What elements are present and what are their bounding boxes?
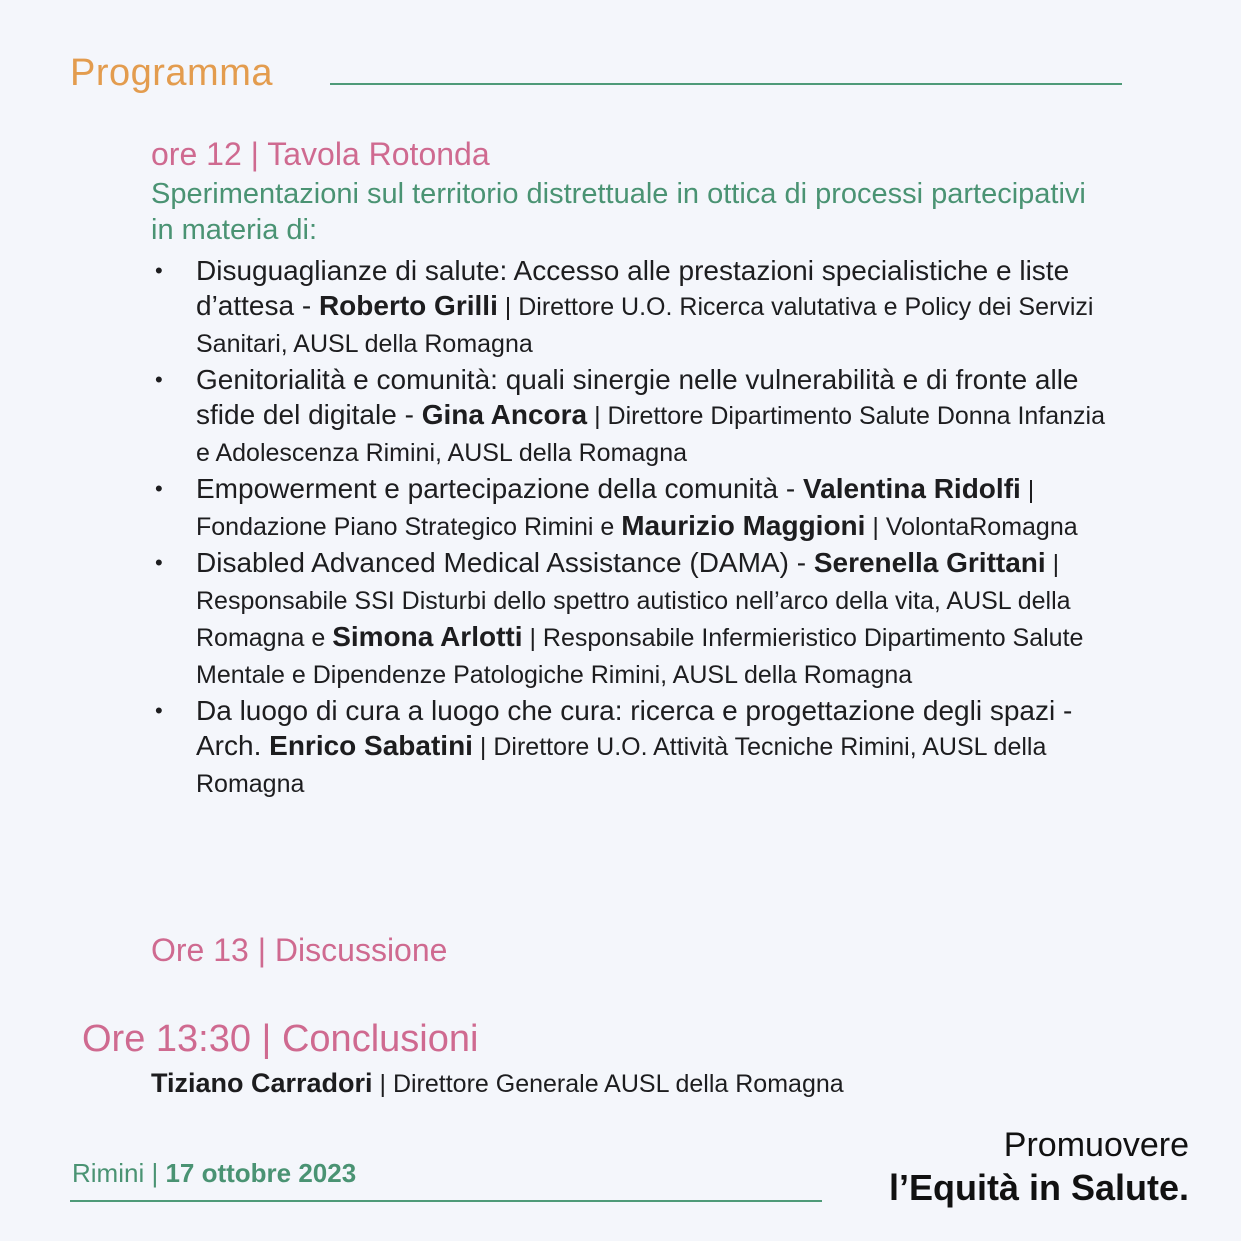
list-item xyxy=(151,253,1116,362)
header-divider xyxy=(330,83,1122,85)
speaker-name: Gina Ancora xyxy=(421,399,588,430)
speaker-name: Valentina Ridolfi xyxy=(802,473,1021,504)
bullet-icon: • xyxy=(155,698,163,723)
list-item xyxy=(151,545,1116,693)
topic-text: Da luogo di cura a luogo che cura: ricerca e progettazione degli spazi - Arch. xyxy=(196,695,1073,761)
speaker-role-2: | VolontaRomagna xyxy=(865,513,1078,541)
event-place: Rimini xyxy=(72,1158,145,1188)
event-place-date xyxy=(72,1158,356,1189)
topics-list xyxy=(151,253,1116,802)
speaker-name-2: Maurizio Maggioni xyxy=(621,510,866,541)
discussion-title: Ore 13 | Discussione xyxy=(151,932,448,968)
bullet-icon: • xyxy=(155,476,163,501)
speaker-role: | Direttore Dipartimento Salute Donna Infanzia e Adolescenza Rimini, AUSL della Romagna xyxy=(196,402,1106,467)
topic-text: Empowerment e partecipazione della comunità - xyxy=(196,473,803,504)
speaker-role: | Direttore Generale AUSL della Romagna xyxy=(372,1070,844,1098)
list-item xyxy=(151,471,1116,545)
topic-text: Disabled Advanced Medical Assistance (DAMA) - xyxy=(196,547,814,578)
brand-logo xyxy=(889,1124,1189,1210)
conclusions-title: Ore 13:30 | Conclusioni xyxy=(82,1018,479,1060)
page-title: Programma xyxy=(70,52,273,94)
speaker-name: Enrico Sabatini xyxy=(269,730,473,761)
list-item xyxy=(151,362,1116,471)
round-table-subtitle: Sperimentazioni sul territorio distrettuale in ottica di processi partecipativi in materia di: xyxy=(151,178,1086,246)
topic-text: Disuguaglianze di salute: Accesso alle prestazioni specialistiche e liste d’attesa - xyxy=(196,255,1070,321)
footer-divider xyxy=(70,1200,822,1202)
round-table-title: ore 12 | Tavola Rotonda xyxy=(151,136,490,172)
speaker-name: Serenella Grittani xyxy=(813,547,1046,578)
event-date: 17 ottobre 2023 xyxy=(165,1158,357,1188)
bullet-icon: • xyxy=(155,258,163,283)
conclusions-speaker xyxy=(151,1068,844,1099)
speaker-role: | Direttore U.O. Attività Tecniche Rimini, AUSL della Romagna xyxy=(196,733,1047,798)
brand-line-2: l’Equità in Salute. xyxy=(888,1167,1189,1208)
speaker-name: Tiziano Carradori xyxy=(151,1068,373,1098)
bullet-icon: • xyxy=(155,367,163,392)
speaker-role: | Responsabile SSI Disturbi dello spettro autistico nell’arco della vita, AUSL della Romagna e xyxy=(196,550,1071,652)
bullet-icon: • xyxy=(155,550,163,575)
separator: | xyxy=(144,1158,166,1188)
list-item xyxy=(151,693,1116,802)
speaker-role: | Direttore U.O. Ricerca valutativa e Policy dei Servizi Sanitari, AUSL della Romagna xyxy=(196,293,1094,358)
topic-text: Genitorialità e comunità: quali sinergie nelle vulnerabilità e di fronte alle sfide del digitale - xyxy=(196,364,1079,430)
speaker-name-2: Simona Arlotti xyxy=(332,621,523,652)
speaker-name: Roberto Grilli xyxy=(318,290,498,321)
speaker-role: | Fondazione Piano Strategico Rimini e xyxy=(196,476,1035,541)
brand-line-1: Promuovere xyxy=(1003,1126,1189,1164)
speaker-role-2: | Responsabile Infermieristico Dipartimento Salute Mentale e Dipendenze Patologiche Rimini, AUSL della Romagna xyxy=(196,624,1084,689)
